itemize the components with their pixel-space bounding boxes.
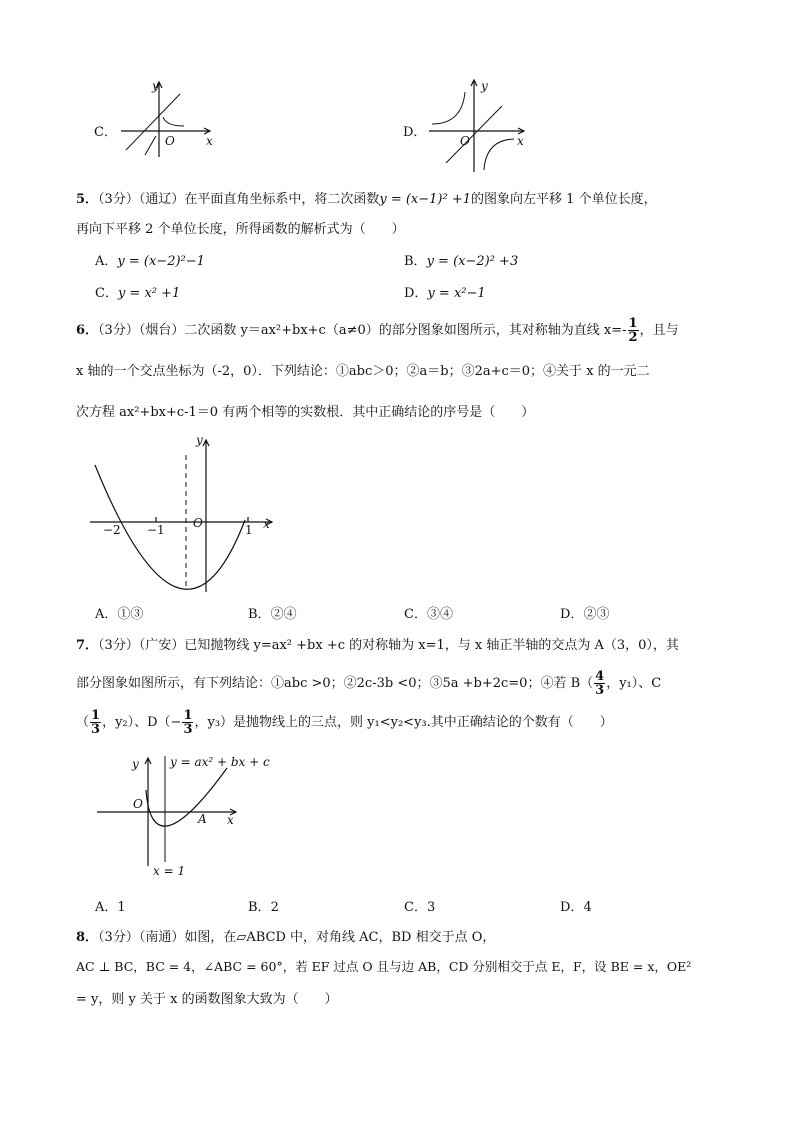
q6-text1: 二次函数 y＝ax²+bx+c（a≠0）的部分图象如图所示，其对称轴为直线 x=	[184, 323, 623, 338]
q7-frac-c-num: 1	[91, 708, 101, 723]
q7-score: （3分）	[98, 638, 139, 653]
q5-line2b: 个单位长度，所得函数的解析式为（ ）	[157, 222, 405, 237]
q7-axis-label: x = 1	[153, 864, 186, 878]
q5-source: （通辽）	[138, 192, 185, 207]
q7-frac-b-num: 4	[595, 669, 605, 684]
q5-option-b-text: y = (x−2)² +3	[426, 254, 519, 269]
q7-option-d-label: D．	[560, 900, 584, 915]
q7-point-a: A	[198, 812, 207, 826]
q6-text1-end: ，且与	[639, 323, 679, 338]
q8-text1: 如图，在▱ABCD 中，对角线 AC，BD 相交于点 O，	[184, 930, 496, 945]
q5-line2a: 再向下平移	[76, 222, 142, 237]
q5-text2: 的图象向左平移	[471, 192, 563, 207]
q7-option-a-label: A．	[95, 900, 118, 915]
q7-option-c-text: 3	[426, 900, 436, 915]
q7-x-label: x	[227, 813, 234, 827]
q6-option-a-text: ①③	[117, 607, 144, 622]
q8-score: （3分）	[98, 930, 139, 945]
q6-number: 6．	[76, 323, 99, 338]
q6-option-d-text: ②③	[583, 607, 610, 622]
q7-option-a	[95, 896, 126, 915]
q7-frac-d-num: 1	[183, 708, 193, 723]
q5-option-b-label: B．	[404, 254, 427, 269]
q6-tick-neg2: −2	[103, 523, 121, 537]
graph-d-x-label: x	[517, 134, 524, 148]
q7-option-d	[560, 896, 592, 915]
q6-option-c-text: ③④	[426, 607, 453, 622]
q6-option-b-label: B．	[248, 607, 271, 622]
q7-option-b	[248, 896, 279, 915]
q6-frac-num: 1	[628, 316, 638, 331]
q6-y-label: y	[196, 433, 203, 447]
q7-source: （广安）	[138, 638, 185, 653]
q6-score: （3分）	[98, 323, 139, 338]
q7-text2: 部分图象如图所示，有下列结论：①abc >0；②2c-3b <0；③5a +b+2c=0；④若 B（	[76, 676, 594, 691]
q6-tick-pos1: 1	[245, 523, 253, 537]
q6-option-d-label: D．	[560, 607, 584, 622]
q5-score: （3分）	[98, 192, 139, 207]
q6-frac-den: 2	[628, 330, 638, 345]
q5-n1: 1	[566, 192, 575, 207]
q7-option-d-text: 4	[583, 900, 592, 915]
q7-option-c-label: C．	[404, 900, 427, 915]
q7-origin: O	[133, 797, 143, 811]
graph-d-y-label: y	[481, 79, 488, 93]
q8-line1	[76, 926, 495, 945]
q8-number: 8．	[76, 930, 99, 945]
graph-c-x-label: x	[206, 134, 213, 148]
q5-number: 5．	[76, 192, 99, 207]
q7-y-label: y	[132, 757, 139, 771]
graph-c-y-label: y	[152, 79, 159, 93]
option-c-label: C．	[94, 125, 117, 140]
option-d-label: D．	[403, 125, 427, 140]
q7-frac-d-den: 3	[183, 722, 193, 737]
q8-line2: AC ⊥ BC，BC = 4，∠ABC = 60°，若 EF 过点 O 且与边 AB，CD 分别相交于点 E，F，设 BE = x，OE²	[76, 959, 692, 974]
q5-text3: 个单位长度，	[578, 192, 657, 207]
q7-frac-b-den: 3	[595, 683, 605, 698]
q6-frac-sign: -	[622, 323, 627, 338]
q6-option-b-text: ②④	[270, 607, 297, 622]
q5-n2: 2	[145, 222, 154, 237]
q7-option-a-text: 1	[117, 900, 126, 915]
q7-number: 7．	[76, 638, 99, 653]
q5-option-a-text: y = (x−2)²−1	[117, 254, 205, 269]
q7-c-mid: ，y₂）、D（−	[102, 715, 182, 730]
q7-c-open: （	[76, 715, 90, 730]
q6-tick-neg1: −1	[147, 523, 165, 537]
q6-line3: 次方程 ax²+bx+c-1＝0 有两个相等的实数根．其中正确结论的序号是（ ）	[76, 405, 535, 420]
q6-x-label: x	[263, 517, 270, 531]
graph-d-origin: O	[460, 134, 470, 148]
q6-line2: x 轴的一个交点坐标为（-2，0）．下列结论：①abc＞0；②a＝b；③2a+c＝0；④关于 x 的一元二	[76, 364, 650, 379]
q7-frac-c-den: 3	[91, 722, 101, 737]
q7-option-b-label: B．	[248, 900, 271, 915]
q5-formula: y = (x−1)² +1	[379, 192, 472, 207]
q6-option-c-label: C．	[404, 607, 427, 622]
q7-option-b-text: 2	[270, 900, 279, 915]
q5-text1: 在平面直角坐标系中，将二次函数	[184, 192, 380, 207]
q5-option-d-text: y = x²−1	[427, 286, 486, 301]
q7-text2-end: ，y₁）、C	[606, 676, 662, 691]
q5-option-a-label: A．	[95, 254, 118, 269]
q7-text1: 已知抛物线 y=ax² +bx +c 的对称轴为 x=1，与 x 轴正半轴的交点为 A（3，0），其	[184, 638, 679, 653]
q5-option-c-text: y = x² +1	[117, 286, 181, 301]
q6-source: （烟台）	[138, 323, 185, 338]
q7-option-c	[404, 896, 435, 915]
q5-option-d-label: D．	[404, 286, 428, 301]
q8-source: （南通）	[138, 930, 185, 945]
graph-c-origin: O	[165, 134, 175, 148]
q6-option-a-label: A．	[95, 607, 118, 622]
q6-origin: O	[193, 516, 203, 530]
q7-text3-end: ，y₃）是抛物线上的三点，则 y₁<y₂<y₃.其中正确结论的个数有（ ）	[194, 715, 613, 730]
q8-line3: = y，则 y 关于 x 的函数图象大致为（ ）	[76, 992, 338, 1007]
q7-curve-label: y = ax² + bx + c	[170, 755, 270, 769]
q5-option-c-label: C．	[95, 286, 118, 301]
